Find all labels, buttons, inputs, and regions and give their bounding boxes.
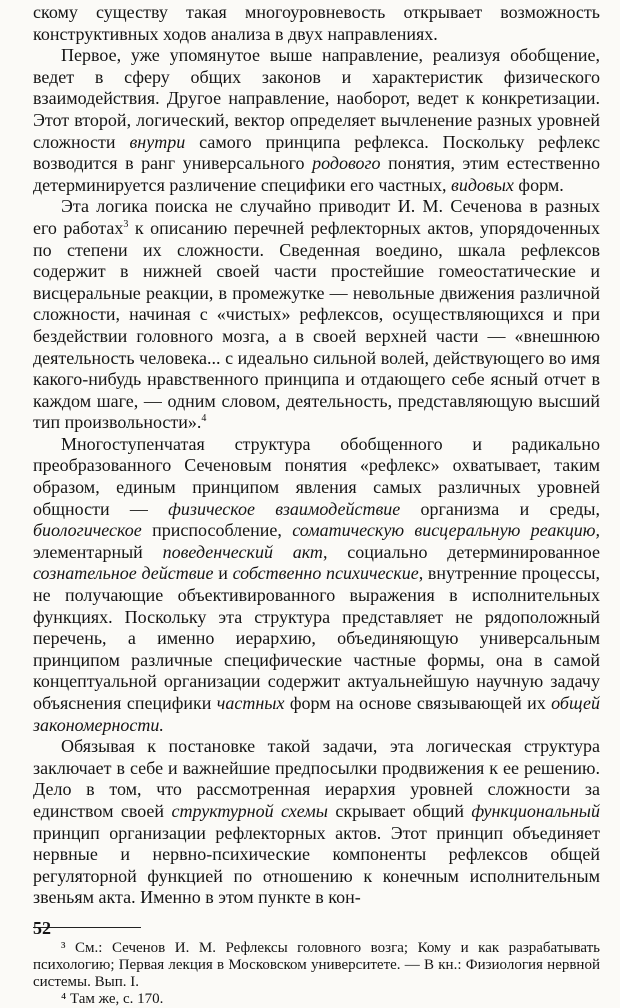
paragraph xyxy=(33,196,600,434)
text-run: форм. xyxy=(513,174,564,195)
italic-text: видовых xyxy=(451,174,514,195)
paragraph xyxy=(33,736,600,909)
italic-text: биологическое xyxy=(33,520,142,541)
footnotes xyxy=(33,940,600,1008)
text-run: Многоступенчатая структура обобщенного и радикально преобразованного Сеченовым понятия «рефлекс» охватывает, таким образом, единым принципом явления самых различных уровней общности — xyxy=(33,433,600,519)
footnote-ref: 4 xyxy=(201,413,207,425)
paragraph xyxy=(33,45,600,196)
footnote-ref: 3 xyxy=(123,218,129,230)
main-text xyxy=(33,2,600,909)
text-run: самого принципа рефлекса. Поскольку рефлекс возводится в ранг универсального xyxy=(33,131,601,174)
text-run: Эта логика поиска не случайно приводит И. М. Сеченова в разных его работах xyxy=(33,196,600,238)
italic-text: родового xyxy=(312,153,381,174)
text-run: приспособление, xyxy=(141,520,293,541)
text-run: Обязывая к постановке такой задачи, эта логическая структура заключает в себе и важнейшие предпосылки продвижения к ее решению. Дело в том, что рассмотренная иерархия уровней сложности за единством своей xyxy=(33,736,600,821)
italic-text: соматическую висцеральную реакцию, xyxy=(292,520,601,541)
text-run: и xyxy=(213,563,233,584)
page-number: 52 xyxy=(33,918,51,938)
text-run: скрывает общий xyxy=(327,800,472,821)
italic-text: функциональный xyxy=(471,800,600,821)
text-run: элементарный xyxy=(33,541,163,562)
text-run: принцип организации рефлекторных актов. Этот принцип объединяет нервные и нервно-психические компоненты рефлексов общей регуляторной функцией по отношению к конечным исполнительным звеньям акта. Именно в этом пункте в кон- xyxy=(33,822,600,908)
italic-text: частных xyxy=(216,693,285,713)
italic-text: сознательное действие xyxy=(33,563,214,584)
text-run: скому существу такая многоуровневость открывает возможность конструктивных ходов анализа в двух направлениях. xyxy=(33,2,600,44)
italic-text: собственно психические xyxy=(232,563,419,584)
text-run: Первое, уже упомянутое выше направление, реализуя обобщение, ведет в сферу общих законов и характеристик физического взаимодействия. Другое направление, наоборот, ведет к конкретизации. Этот второй, логический, вектор определяет вычленение разных уровней сложности xyxy=(33,45,600,152)
paragraph xyxy=(33,2,600,45)
italic-text: структурной схемы xyxy=(171,800,328,821)
text-run: понятия, этим естественно детерминируется различение специфики его частных, xyxy=(33,153,600,195)
italic-text: поведенческий акт xyxy=(162,541,323,562)
footnote-4: ⁴ Там же, с. 170. xyxy=(61,990,164,1007)
text-run: , социально детерминированное xyxy=(322,541,600,562)
italic-text: общей закономерности. xyxy=(33,693,600,735)
text-run: форм на основе связывающей их xyxy=(284,693,552,713)
paragraph xyxy=(33,434,600,736)
italic-text: внутри xyxy=(129,131,186,152)
italic-text: физическое взаимодействие xyxy=(168,498,401,519)
text-run: , внутренние процессы, не получающие объективированного выражения в исполнительных функциях. Поскольку эта структура представляет не рядоположный перечень, а именно иерархию, объединяющую универсальным принципом различные специфические частные формы, она в самой концептуальной организации содержит актуальнейшую научную задачу объяснения специфики xyxy=(33,563,600,713)
footnote-3: ³ См.: Сеченов И. М. Рефлексы головного возга; Кому и как разрабатывать психологию; Первая лекция в Московском университете. — В кн.: Физиология нервной системы. Вып. I. xyxy=(33,939,600,990)
text-run: организма и среды, xyxy=(400,498,600,519)
text-run: к описанию перечней рефлекторных актов, упорядоченных по степени их сложности. Сведенная воедино, шкала рефлексов содержит в нижней своей части простейшие гомеостатические и висцеральные реакции, в промежутке — невольные движения различной сложности, начиная с «чистых» рефлексов, осуществляющихся и при бездействии головного мозга, а в своей верхней части — «внешнюю деятельность человека... с идеально сильной волей, действующего во имя какого-нибудь нравственного принципа и отдающего себе ясный отчет в каждом шаге, — одним словом, деятельность, представляющую высший тип произвольности». xyxy=(33,217,600,433)
